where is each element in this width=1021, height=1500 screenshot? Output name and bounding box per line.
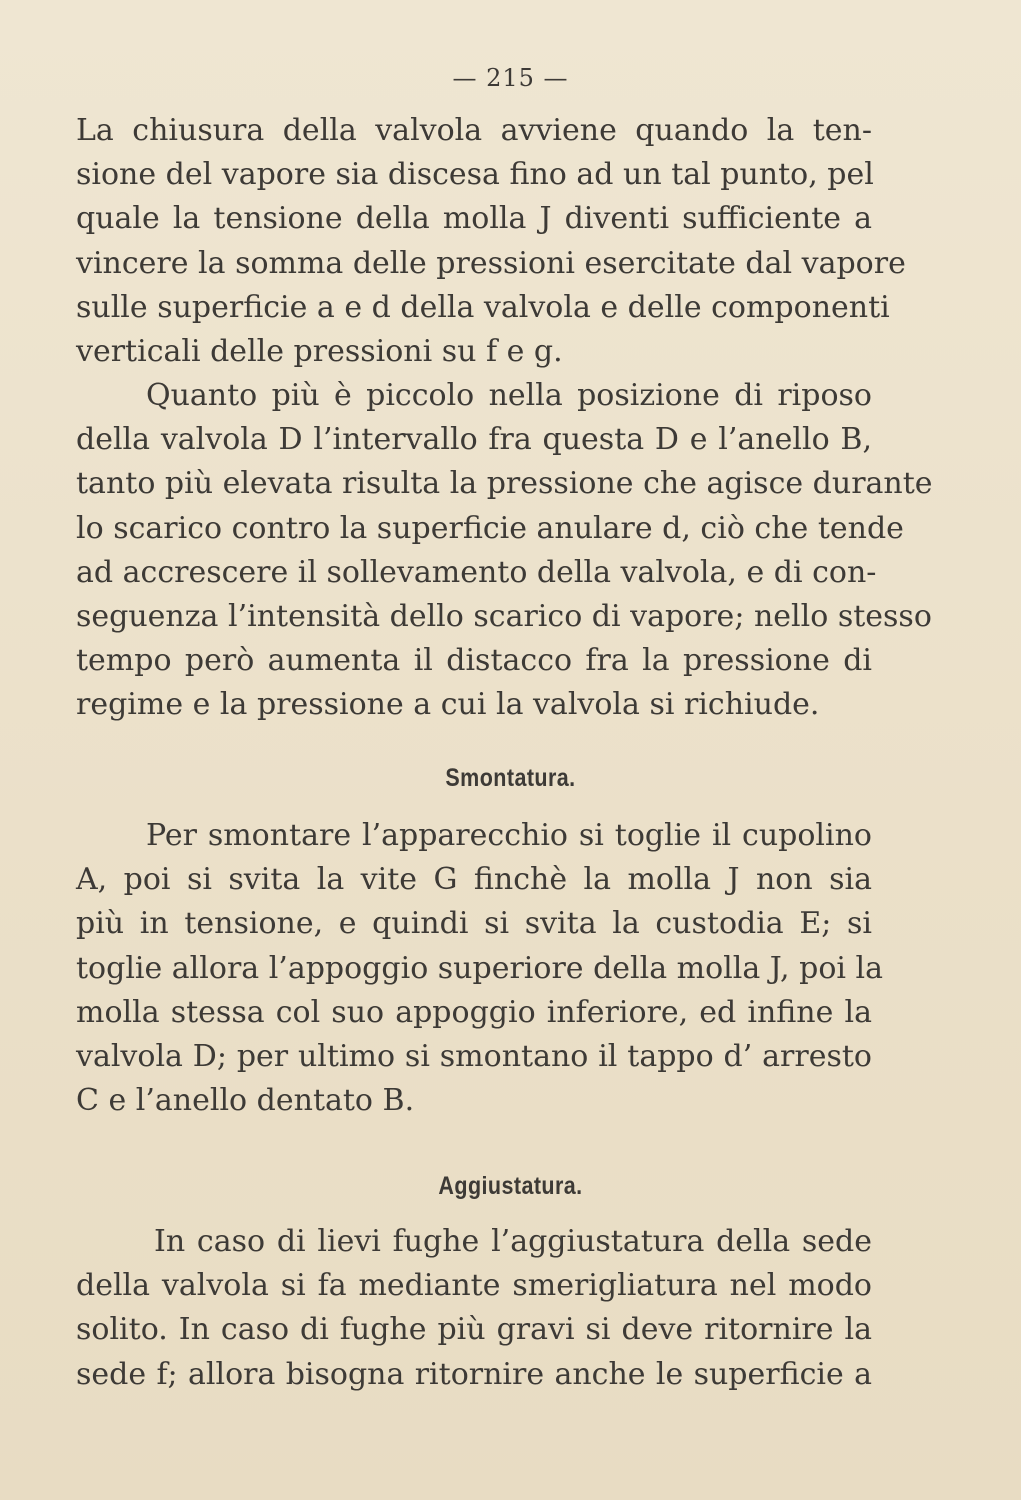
text-line: sulle superficie a e d della valvola e delle componenti	[76, 289, 890, 325]
text-line: In caso di lievi fughe l’aggiustatura della sede	[154, 1224, 872, 1259]
text-line: valvola D; per ultimo si smontano il tappo d’ arresto	[76, 1038, 872, 1074]
text-line: più in tensione, e quindi si svita la custodia E; si	[76, 906, 872, 942]
text-line: solito. In caso di fughe più gravi si deve ritornire la	[76, 1312, 872, 1348]
text-line: Quanto più è piccolo nella posizione di riposo	[146, 378, 872, 413]
paragraph-disassembly	[76, 814, 883, 1123]
text-line: della valvola si fa mediante smerigliatura nel modo	[76, 1268, 872, 1304]
text-line: Per smontare l’apparecchio si toglie il cupolino	[146, 818, 872, 853]
text-line: ad accrescere il sollevamento della valvola, e di con-	[76, 554, 877, 590]
text-line: La chiusura della valvola avviene quando la ten-	[76, 113, 872, 148]
text-line: verticali delle pressioni su f e g.	[76, 333, 563, 369]
text-line: quale la tensione della molla J diventi sufficiente a	[76, 201, 872, 237]
text-line: vincere la somma delle pressioni esercitate dal vapore	[76, 245, 906, 281]
text-line: regime e la pressione a cui la valvola si richiude.	[76, 687, 820, 723]
paragraph-rest-position	[76, 374, 933, 728]
page-number: — 215 —	[452, 64, 569, 92]
paragraph-valve-closing	[76, 109, 906, 374]
text-line: lo scarico contro la superficie anulare d, ciò che tende	[76, 510, 904, 546]
section-heading-aggiustatura: Aggiustatura.	[438, 1172, 583, 1200]
text-line: C e l’anello dentato B.	[76, 1083, 415, 1119]
text-line: molla stessa col suo appoggio inferiore, ed infine la	[76, 994, 872, 1030]
text-line: tanto più elevata risulta la pressione che agisce durante	[76, 466, 933, 502]
text-line: sione del vapore sia discesa fino ad un tal punto, pel	[76, 157, 874, 193]
text-line: tempo però aumenta il distacco fra la pressione di	[76, 643, 872, 679]
paragraph-adjustment	[76, 1220, 872, 1397]
text-line: della valvola D l’intervallo fra questa D e l’anello B,	[76, 422, 872, 458]
text-line: sede f; allora bisogna ritornire anche le superficie a	[76, 1356, 872, 1392]
text-line: toglie allora l’appoggio superiore della molla J, poi la	[76, 950, 883, 986]
section-heading-smontatura: Smontatura.	[445, 764, 576, 792]
text-line: seguenza l’intensità dello scarico di vapore; nello stesso	[76, 598, 932, 634]
text-line: A, poi si svita la vite G finchè la molla J non sia	[76, 862, 872, 898]
